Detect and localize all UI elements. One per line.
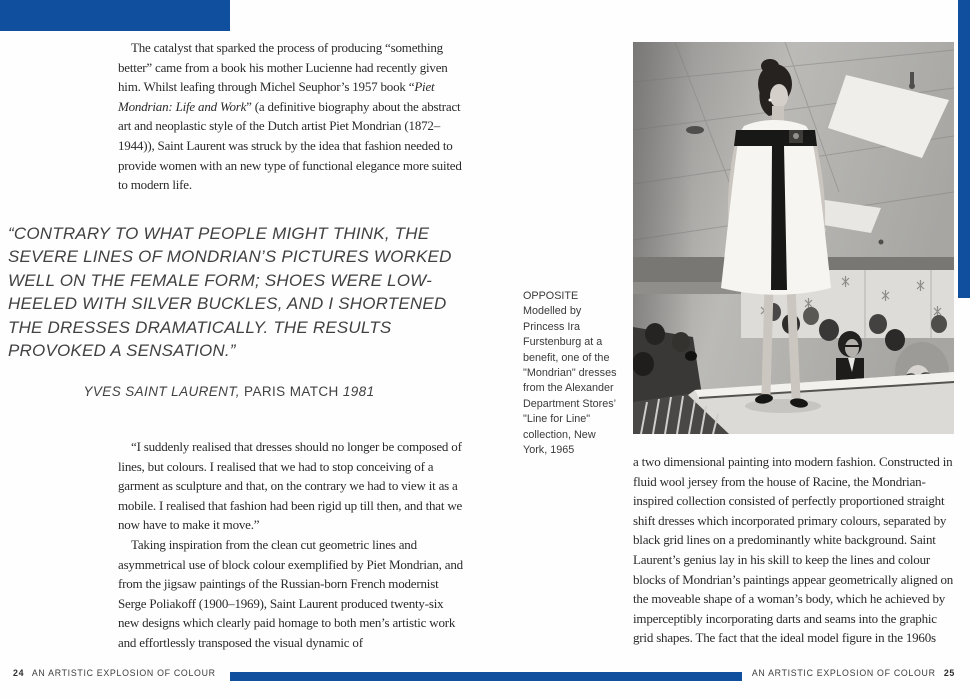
attribution-year: 1981 bbox=[342, 384, 375, 399]
left-page-number: 24 bbox=[13, 668, 25, 678]
left-page-paragraph-1 bbox=[118, 38, 464, 195]
top-accent-bar bbox=[0, 0, 230, 31]
book-title-italic: Piet Mondrian: Life and Work bbox=[118, 79, 435, 114]
runway-photo-illustration bbox=[633, 42, 954, 434]
attribution-publication: PARIS MATCH bbox=[244, 384, 339, 399]
right-running-title: AN ARTISTIC EXPLOSION OF COLOUR bbox=[751, 668, 936, 678]
paragraph: a two dimensional painting into modern fashion. Constructed in fluid wool jersey from the house of Racine, the Mondrian-inspired collection consisted of perfectly proportioned straight shift dresses which incorporated primary colours, separated by black grid lines on a predominantly white background. Saint Laurent’s genius lay in his skill to keep the lines and colour blocks of Mondrian’s paintings appear geometrically aligned on the moveable shape of a woman’s body, which he achieved by imperceptibly incorporating darts and seams into the graphic grid shapes. The fact that the ideal model figure in the 1960s bbox=[633, 454, 954, 646]
photo-caption: OPPOSITE Modelled by Princess Ira Furstenburg at a benefit, one of the "Mondrian" dresses from the Alexander Department Stores’ "Line for Line" collection, New York, 1965 bbox=[523, 290, 617, 457]
paragraph-text: The catalyst that sparked the process of producing “something better” came from a book his mother Lucienne had recently given him. Whilst leafing through Michel Seuphor’s 1957 book “ bbox=[118, 40, 448, 95]
paragraph-text: ” (a definitive biography about the abstract art and neoplastic style of the Dutch artist Piet Mondrian (1872–1944)), Saint Laurent was struck by the idea that fashion needed to provide women with an new type of functional elegance more suited to modern life. bbox=[118, 98, 462, 193]
paragraph bbox=[118, 38, 464, 195]
quote-attribution bbox=[8, 384, 450, 399]
right-page-number: 25 bbox=[943, 668, 955, 678]
paragraph: “I suddenly realised that dresses should no longer be composed of lines, but colours. I realised that we had to stop conceiving of a garment as sculpture and that, on the contrary we had to view it as a mobile. I realised that fashion had been rigid up till then, and that we now have to make it move.” bbox=[118, 439, 463, 533]
paragraph: Taking inspiration from the clean cut geometric lines and asymmetrical use of block colour exemplified by Piet Mondrian, and from the jigsaw paintings of the Russian-born French modernist Serge Poliakoff (1900–1969), Saint Laurent produced twenty-six new designs which clearly paid homage to both men’s artistic work and effortlessly transposed the visual dynamic of bbox=[118, 536, 463, 650]
bottom-accent-bar bbox=[230, 672, 742, 681]
left-page-paragraph-block bbox=[118, 437, 464, 653]
right-accent-bar bbox=[958, 0, 970, 298]
pull-quote: “CONTRARY TO WHAT PEOPLE MIGHT THINK, THE SEVERE LINES OF MONDRIAN’S PICTURES WORKED WELL ON THE FEMALE FORM; SHOES WERE LOW-HEELED WITH SILVER BUCKLES, AND I SHORTENED THE DRESSES DRAMATICALLY. THE RESULTS PROVOKED A SENSATION.” bbox=[8, 224, 452, 361]
right-page-footer bbox=[752, 668, 955, 678]
mondrian-dress-runway-photo bbox=[633, 42, 954, 434]
attribution-name: YVES SAINT LAURENT, bbox=[83, 384, 240, 399]
left-page-footer bbox=[13, 668, 216, 678]
right-page-body bbox=[633, 452, 957, 648]
left-running-title: AN ARTISTIC EXPLOSION OF COLOUR bbox=[31, 668, 216, 678]
